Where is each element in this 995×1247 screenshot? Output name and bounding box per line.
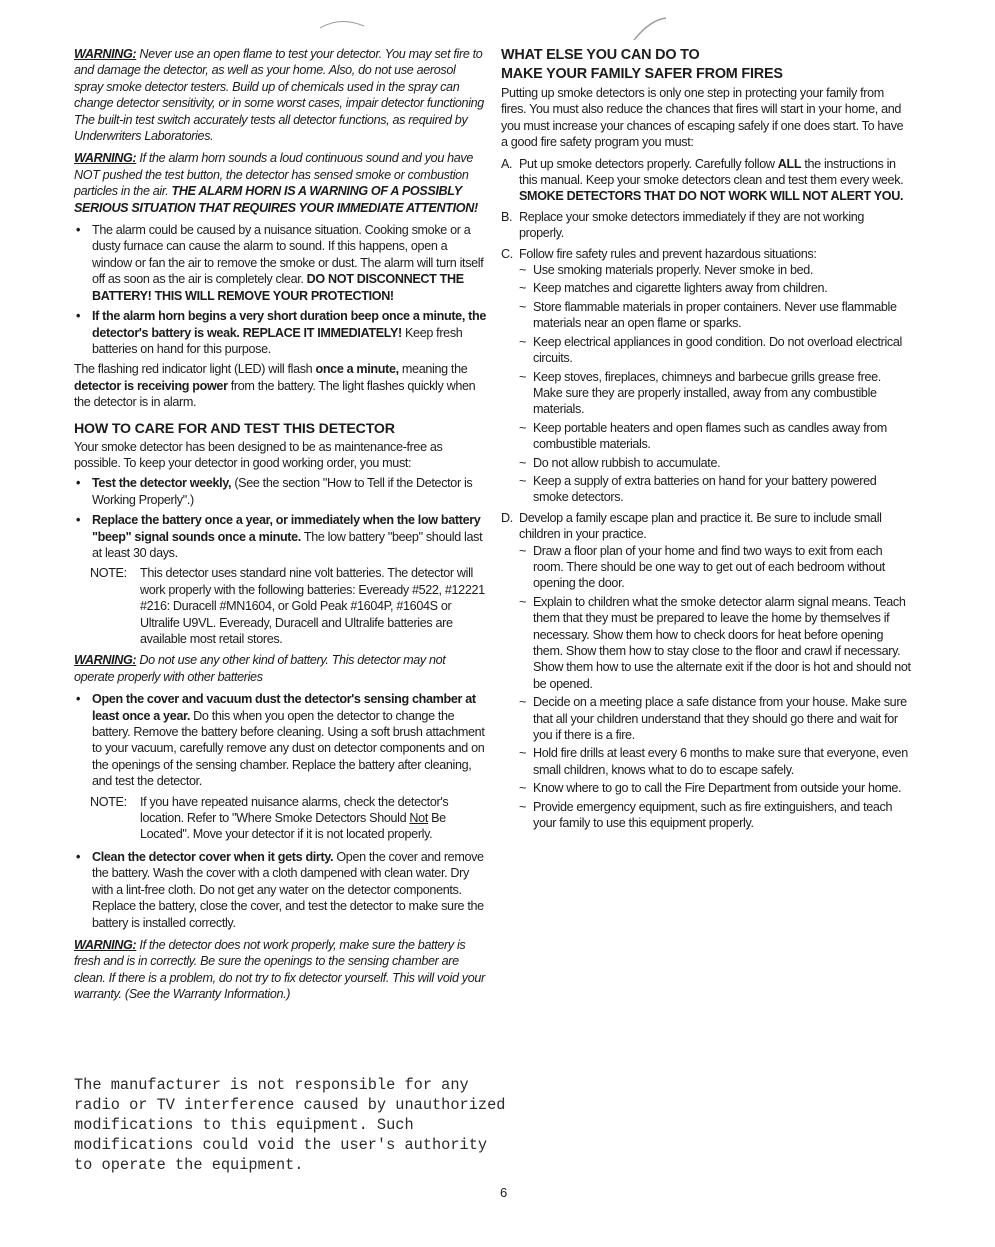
note-nuisance: NOTE: If you have repeated nuisance alarms, check the detector's location. Refer to "Where Smoke Detectors Should Not Be Located". Move your detector if it is not located properly. [90,794,449,842]
warning-not-working: WARNING: If the detector does not work properly, make sure the battery is fresh and is in correctly. Be sure the openings to the sensing chamber are clean. If there is a problem, do not try to fix detector yourself. This will void your warranty. (See the Warranty Information.) [74,937,485,1002]
bullet-weak-battery: • If the alarm horn begins a very short duration beep once a minute, the detector's battery is weak. REPLACE IT IMMEDIATELY! Keep fresh batteries on hand for this purpose. [76,309,486,356]
care-intro: Your smoke detector has been designed to be as maintenance-free as possible. To keep your detector in good working order, you must: [74,439,443,470]
warning-alarm-horn: WARNING: If the alarm horn sounds a loud continuous sound and you have NOT pushed the test button, the detector has sensed smoke or combustion particles in the air. THE ALARM HORN IS A WARNING OF A POSSIBLY SERIOUS SITUATION THAT REQUIRES YOUR IMMEDIATE ATTENTION! [74,151,478,215]
sub-item: ~ Store flammable materials in proper containers. Never use flammable materials near an open flame or sparks. [519,299,897,331]
item-b: B. Replace your smoke detectors immediately if they are not working properly. [501,209,865,241]
sub-item: ~ Keep electrical appliances in good condition. Do not overload electrical circuits. [519,334,902,366]
bullet-clean-cover: • Clean the detector cover when it gets dirty. Open the cover and remove the battery. Wash the cover with a cloth dampened with clean water. Dry with a lint-free cloth. Do not get any water on the detector components. Replace the battery, close the cover, and test the detector to make sure the battery is installed correctly. [76,849,484,930]
care-heading: HOW TO CARE FOR AND TEST THIS DETECTOR [74,420,395,437]
sub-item: ~ Provide emergency equipment, such as fire extinguishers, and teach your family to use this equipment properly. [519,799,893,831]
sub-item: ~ Draw a floor plan of your home and find two ways to exit from each room. There should be one way to get out of each bedroom without opening the door. [519,543,885,591]
note-batteries: NOTE: This detector uses standard nine volt batteries. The detector will work properly with the following batteries: Eveready #522, #12221 #216: Duracell #MN1604, or Gold Peak #1604P, #1604S or Ultralife U9VL. Eveready, Duracell and Ultralife batteries are available most retail stores. [90,566,485,646]
fcc-notice-line: The manufacturer is not responsible for any [74,1076,469,1094]
fcc-notice-line: modifications could void the user's authority [74,1136,488,1154]
fcc-notice-line: modifications to this equipment. Such [74,1116,414,1134]
scan-mark-top [318,14,368,34]
sub-item: ~ Keep portable heaters and open flames such as candles away from combustible materials. [519,420,887,452]
fcc-notice-line: radio or TV interference caused by unauthorized [74,1096,506,1114]
scan-mark-right [630,14,670,44]
bullet-nuisance: • The alarm could be caused by a nuisance situation. Cooking smoke or a dusty furnace can cause the alarm to sound. If this happens, open a window or fan the air to remove the smoke or dust. The alarm will turn itself off as soon as the air is completely clear. DO NOT DISCONNECT THE BATTERY! THIS WILL REMOVE YOUR PROTECTION! [76,223,484,303]
bullet-vacuum: • Open the cover and vacuum dust the detector's sensing chamber at least once a year. Do this when you open the detector to change the battery. Remove the battery before cleaning. Using a soft brush attachment to your vacuum, carefully remove any dust on detector components and on the openings of the sensing chamber. Replace the battery after cleaning, and test the detector. [76,692,485,789]
item-d: D. Develop a family escape plan and practice it. Be sure to include small children in your practice. ~ Draw a floor plan of your home and find two ways to exit from each room. There should be one way to get out of each bedroom without opening the door. ~ Explain to children what the smoke detector alarm signal means. Teach them that they must be prepared to leave the home by themselves if necessary. Show them how to check doors for heat before opening them. Show them how to stay close to the floor and crawl if necessary. Show them how to use the alternate exit if the door is hot and should not be opened. ~ Decide on a meeting place a safe distance from your house. Make sure that all your children understand that they should go there and wait for you if there is a fire. ~ Hold fire drills at least every 6 months to make sure that everyone, even small children, knows what to do to escape safely. ~ Know where to go to call the Fire Department from outside your home. ~ Provide emergency equipment, such as fire extinguishers, and teach your family to use this equipment properly. [501,510,911,831]
page-number: 6 [500,1185,508,1200]
warning-flame: WARNING: Never use an open flame to test your detector. You may set fire to and damage the detector, as well as your home. Also, do not use aerosol spray smoke detector testers. Build up of chemicals used in the spray can change detector sensitivity, or in some worst cases, impair detector functioning The built-in test switch accurately tests all detector functions, as required by Underwriters Laboratories. [74,47,484,144]
sub-item: ~ Keep matches and cigarette lighters away from children. [519,281,828,296]
sub-item: ~ Explain to children what the smoke detector alarm signal means. Teach them that they must be prepared to leave the home by themselves if necessary. Show them how to check doors for heat before opening them. Show them how to stay close to the floor and crawl if necessary. Show them how to use the alternate exit if the door is hot and should not be opened. [519,594,911,691]
fcc-notice-line: to operate the equipment. [74,1156,304,1174]
sub-item: ~ Keep a supply of extra batteries on hand for your battery powered smoke detectors. [519,473,877,505]
sub-item: ~ Keep stoves, fireplaces, chimneys and barbecue grills grease free. Make sure they are properly installed, away from any combustible materials. [519,369,881,417]
sub-item: ~ Do not allow rubbish to accumulate. [519,455,721,470]
sub-item: ~ Know where to go to call the Fire Department from outside your home. [519,781,902,796]
fire-safety-intro: Putting up smoke detectors is only one step in protecting your family from fires. You must also reduce the chances that fires will start in your home, and you must increase your chances of escaping safely if one does start. To have a good fire safety program you must: [501,86,904,150]
sub-item: ~ Hold fire drills at least every 6 months to make sure that everyone, even small children, knows what to do to escape safely. [519,746,908,777]
fcc-notice [74,1075,544,1175]
sub-item: ~ Decide on a meeting place a safe distance from your house. Make sure that all your children understand that they should go there and wait for you if there is a fire. [519,695,907,743]
bullet-replace-battery: • Replace the battery once a year, or immediately when the low battery "beep" signal sounds once a minute. The low battery "beep" should last at least 30 days. [76,513,483,560]
item-a: A. Put up smoke detectors properly. Carefully follow ALL the instructions in this manual. Keep your smoke detectors clean and test them every week. SMOKE DETECTORS THAT DO NOT WORK WILL NOT ALERT YOU. [501,156,904,204]
left-column [74,46,486,1009]
item-c: C. Follow fire safety rules and prevent hazardous situations: ~ Use smoking materials properly. Never smoke in bed. ~ Keep matches and cigarette lighters away from children. ~ Store flammable materials in proper containers. Never use flammable materials near an open flame or sparks. ~ Keep electrical appliances in good condition. Do not overload electrical circuits. ~ Keep stoves, fireplaces, chimneys and barbecue grills grease free. Make sure they are properly installed, away from any combustible materials. ~ Keep portable heaters and open flames such as candles away from combustible materials. ~ Do not allow rubbish to accumulate. ~ Keep a supply of extra batteries on hand for your battery powered smoke detectors. [501,246,911,506]
warning-battery-type: WARNING: Do not use any other kind of battery. This detector may not operate properly with other batteries [74,653,446,684]
bullet-test-weekly: • Test the detector weekly, (See the section "How to Tell if the Detector is Working Properly".) [76,476,473,507]
right-column [501,46,911,835]
fire-safety-heading: WHAT ELSE YOU CAN DO TO MAKE YOUR FAMILY SAFER FROM FIRES [501,47,783,82]
sub-item: ~ Use smoking materials properly. Never smoke in bed. [519,263,814,278]
led-paragraph: The flashing red indicator light (LED) will flash once a minute, meaning the detector is receiving power from the battery. The light flashes quickly when the detector is in alarm. [74,362,476,410]
